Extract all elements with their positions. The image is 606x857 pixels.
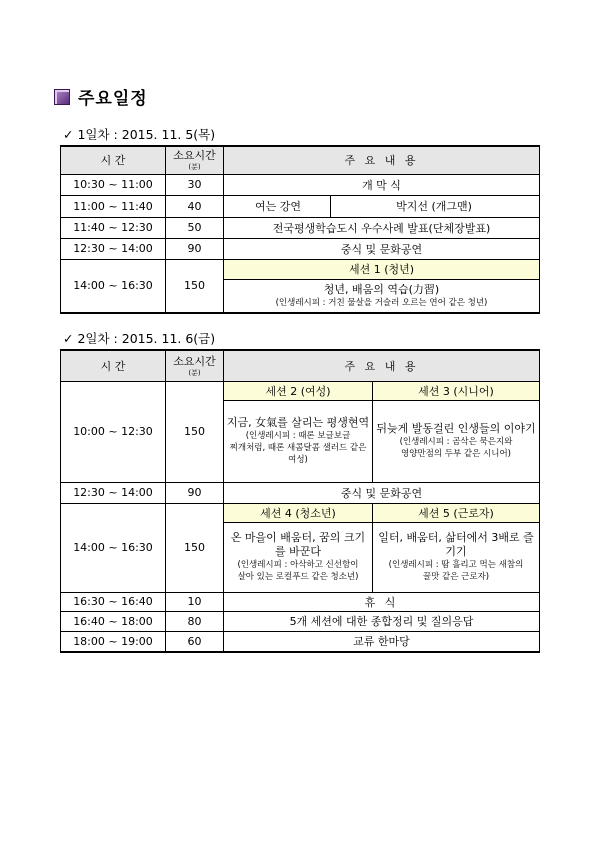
header-content: 주 요 내 용 xyxy=(224,146,540,174)
table-row xyxy=(61,503,540,522)
table-row xyxy=(61,631,540,652)
session-header: 세션 2 (여성) xyxy=(224,381,373,400)
session-content xyxy=(373,400,540,482)
header-duration: 소요시간 (분) xyxy=(166,350,224,381)
session-content xyxy=(224,400,373,482)
table-header-row xyxy=(61,146,540,174)
day1-heading xyxy=(63,125,215,143)
header-content: 주 요 내 용 xyxy=(224,350,540,381)
header-time: 시 간 xyxy=(61,350,166,381)
duration-cell: 60 xyxy=(166,631,224,652)
table-row xyxy=(61,195,540,217)
session-topic: 청년, 배움의 역습(力習) xyxy=(323,282,440,296)
session-topic: 일터, 배움터, 삶터에서 3배로 즐기기 xyxy=(378,531,534,558)
checkmark-icon: ✓ xyxy=(63,331,74,346)
session-recipe: (인생레시피 : 때론 보글보글 xyxy=(245,431,351,441)
session-topic: 뒤늦게 발동걸린 인생들의 이야기 xyxy=(376,422,536,435)
session-recipe: (인생레시피 : 아삭하고 신선함이 xyxy=(237,560,359,570)
session-content xyxy=(224,522,373,592)
day1-label: 1일차 : 2015. 11. 5(목) xyxy=(77,127,216,142)
session-header: 세션 1 (청년) xyxy=(224,259,540,279)
session-recipe: 여성) xyxy=(288,455,308,465)
lecturer-name: 박지선 (개그맨) xyxy=(330,196,537,217)
duration-cell: 90 xyxy=(166,482,224,503)
session-recipe: 찌개처럼, 때론 새콤달콤 샐러드 같은 xyxy=(229,443,367,453)
time-cell: 18:00 ~ 19:00 xyxy=(61,631,166,652)
session-header: 세션 4 (청소년) xyxy=(224,503,373,522)
table-row xyxy=(61,482,540,503)
table-header-row xyxy=(61,350,540,381)
content-cell: 휴 식 xyxy=(224,592,540,611)
content-cell: 전국평생학습도시 우수사례 발표(단체장발표) xyxy=(224,217,540,238)
time-cell: 10:30 ~ 11:00 xyxy=(61,174,166,195)
session-header: 세션 3 (시니어) xyxy=(373,381,540,400)
checkmark-icon: ✓ xyxy=(63,127,74,142)
time-cell: 14:00 ~ 16:30 xyxy=(61,503,166,592)
bullet-square-icon xyxy=(54,89,70,105)
content-cell: 개 막 식 xyxy=(224,174,540,195)
table-row xyxy=(61,259,540,279)
content-cell: 교류 한마당 xyxy=(224,631,540,652)
time-cell: 16:40 ~ 18:00 xyxy=(61,611,166,631)
duration-cell: 80 xyxy=(166,611,224,631)
duration-cell: 50 xyxy=(166,217,224,238)
session-recipe: (인생레시피 : 거친 물살을 거슬러 오르는 연어 같은 청년) xyxy=(275,297,488,308)
session-recipe: 꿀맛 같은 근로자) xyxy=(422,572,490,582)
session-recipe: 영양만점의 두부 같은 시니어) xyxy=(401,449,511,459)
session-header: 세션 5 (근로자) xyxy=(373,503,540,522)
header-duration: 소요시간 (분) xyxy=(166,146,224,174)
table-row xyxy=(61,381,540,400)
session-topic: 온 마을이 배움터, 꿈의 크기를 바꾼다 xyxy=(230,531,366,558)
day2-schedule-table xyxy=(60,349,540,653)
session-recipe: (인생레시피 : 땀 흘리고 먹는 새참의 xyxy=(388,560,524,570)
table-row xyxy=(61,238,540,259)
section-title xyxy=(54,84,148,109)
lecture-label: 여는 강연 xyxy=(254,200,301,213)
content-cell: 5개 세션에 대한 종합정리 및 질의응답 xyxy=(224,611,540,631)
session-recipe: 살아 있는 로컬푸드 같은 청소년) xyxy=(237,572,359,582)
time-cell: 11:00 ~ 11:40 xyxy=(61,195,166,217)
content-cell: 중식 및 문화공연 xyxy=(224,482,540,503)
duration-cell: 150 xyxy=(166,259,224,313)
time-cell: 12:30 ~ 14:00 xyxy=(61,482,166,503)
section-title-text: 주요일정 xyxy=(78,89,148,109)
time-cell: 12:30 ~ 14:00 xyxy=(61,238,166,259)
content-cell xyxy=(224,195,540,217)
session-content xyxy=(224,279,540,313)
time-cell: 11:40 ~ 12:30 xyxy=(61,217,166,238)
duration-cell: 10 xyxy=(166,592,224,611)
table-row xyxy=(61,611,540,631)
duration-cell: 40 xyxy=(166,195,224,217)
table-row xyxy=(61,174,540,195)
time-cell: 16:30 ~ 16:40 xyxy=(61,592,166,611)
session-recipe: (인생레시피 : 곰삭은 묵은지와 xyxy=(399,437,513,447)
header-time: 시 간 xyxy=(61,146,166,174)
day2-heading xyxy=(63,329,215,347)
time-cell: 10:00 ~ 12:30 xyxy=(61,381,166,482)
session-content xyxy=(373,522,540,592)
time-cell: 14:00 ~ 16:30 xyxy=(61,259,166,313)
duration-cell: 150 xyxy=(166,381,224,482)
session-topic: 지금, 女氣를 살리는 평생현역 xyxy=(226,416,370,429)
duration-cell: 30 xyxy=(166,174,224,195)
duration-cell: 90 xyxy=(166,238,224,259)
content-cell: 중식 및 문화공연 xyxy=(224,238,540,259)
table-row xyxy=(61,592,540,611)
day1-schedule-table xyxy=(60,145,540,314)
duration-cell: 150 xyxy=(166,503,224,592)
table-row xyxy=(61,217,540,238)
day2-label: 2일차 : 2015. 11. 6(금) xyxy=(77,331,216,346)
